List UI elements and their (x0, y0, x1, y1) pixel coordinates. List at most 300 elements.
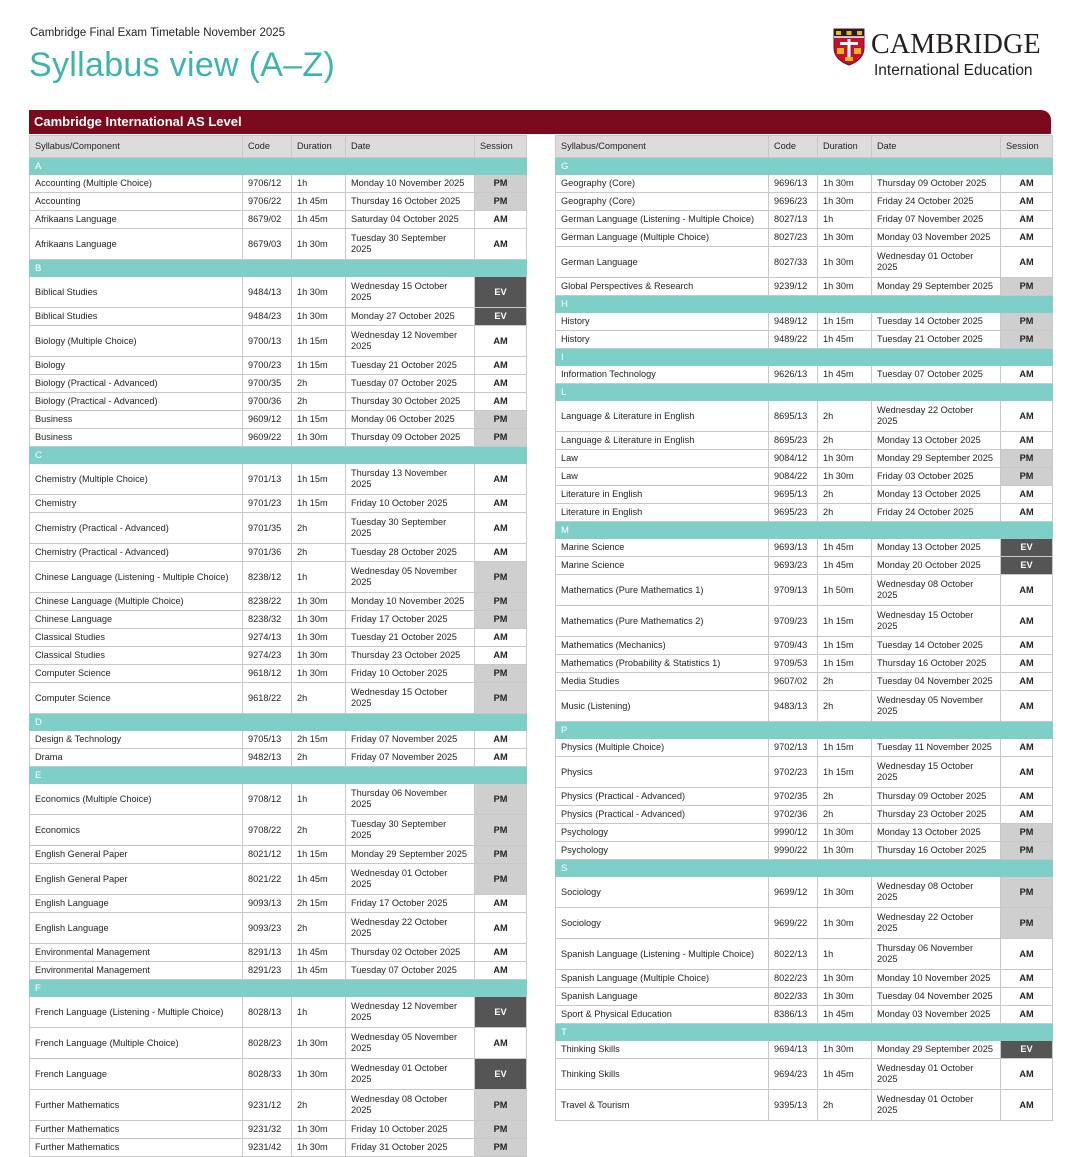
session-cell: AM (1001, 211, 1053, 229)
table-row (30, 277, 527, 308)
date-cell: Monday 06 October 2025 (346, 411, 475, 429)
session-cell: PM (475, 683, 527, 714)
session-cell: PM (475, 846, 527, 864)
duration-cell: 1h 30m (292, 647, 346, 665)
session-cell: AM (1001, 193, 1053, 211)
syllabus-cell: Chinese Language (30, 611, 243, 629)
syllabus-cell: Afrikaans Language (30, 211, 243, 229)
code-cell: 9484/23 (243, 308, 292, 326)
code-cell: 9702/13 (769, 739, 818, 757)
date-cell: Wednesday 22 October 2025 (872, 908, 1001, 939)
syllabus-cell: History (556, 313, 769, 331)
session-cell: AM (475, 326, 527, 357)
date-cell: Wednesday 01 October 2025 (872, 1090, 1001, 1121)
table-row (556, 842, 1053, 860)
code-cell: 8027/13 (769, 211, 818, 229)
session-cell: EV (1001, 1041, 1053, 1059)
session-cell: EV (475, 308, 527, 326)
syllabus-cell: Chemistry (Practical - Advanced) (30, 544, 243, 562)
table-row (30, 647, 527, 665)
section-letter-row (556, 384, 1053, 401)
duration-cell: 1h (818, 939, 872, 970)
code-cell: 9489/12 (769, 313, 818, 331)
session-cell: AM (475, 357, 527, 375)
duration-cell: 1h 45m (818, 1006, 872, 1024)
syllabus-cell: Environmental Management (30, 944, 243, 962)
date-cell: Thursday 23 October 2025 (872, 806, 1001, 824)
session-cell: PM (475, 593, 527, 611)
date-cell: Thursday 13 November 2025 (346, 464, 475, 495)
session-cell: AM (475, 647, 527, 665)
section-letter-row (556, 1024, 1053, 1041)
date-cell: Thursday 09 October 2025 (872, 788, 1001, 806)
table-row (556, 486, 1053, 504)
syllabus-cell: Geography (Core) (556, 175, 769, 193)
logo-sub-text: International Education (874, 62, 1033, 79)
syllabus-cell: Economics (30, 815, 243, 846)
session-cell: AM (1001, 366, 1053, 384)
date-cell: Monday 10 November 2025 (346, 175, 475, 193)
session-cell: AM (1001, 247, 1053, 278)
duration-cell: 2h (818, 432, 872, 450)
duration-cell: 1h 30m (292, 1139, 346, 1157)
session-cell: AM (1001, 637, 1053, 655)
session-cell: AM (1001, 486, 1053, 504)
table-row (30, 375, 527, 393)
syllabus-cell: History (556, 331, 769, 349)
date-cell: Wednesday 01 October 2025 (872, 1059, 1001, 1090)
date-cell: Monday 29 September 2025 (872, 1041, 1001, 1059)
date-cell: Tuesday 07 October 2025 (346, 962, 475, 980)
date-cell: Tuesday 04 November 2025 (872, 988, 1001, 1006)
code-cell: 9607/02 (769, 673, 818, 691)
session-cell: EV (475, 1059, 527, 1090)
code-cell: 8022/23 (769, 970, 818, 988)
section-letter-row (556, 296, 1053, 313)
cambridge-logo (833, 28, 1053, 84)
section-letter-row (556, 349, 1053, 366)
date-cell: Tuesday 21 October 2025 (872, 331, 1001, 349)
code-cell: 8291/13 (243, 944, 292, 962)
date-cell: Wednesday 15 October 2025 (346, 683, 475, 714)
date-cell: Wednesday 15 October 2025 (872, 606, 1001, 637)
duration-cell: 1h 45m (818, 539, 872, 557)
session-cell: AM (1001, 673, 1053, 691)
date-cell: Wednesday 12 November 2025 (346, 326, 475, 357)
code-cell: 8695/23 (769, 432, 818, 450)
session-cell: AM (1001, 970, 1053, 988)
duration-cell: 2h (292, 393, 346, 411)
code-cell: 9274/13 (243, 629, 292, 647)
session-cell: EV (1001, 557, 1053, 575)
duration-cell: 1h (292, 784, 346, 815)
table-row (30, 1090, 527, 1121)
date-cell: Monday 03 November 2025 (872, 1006, 1001, 1024)
code-cell: 8695/13 (769, 401, 818, 432)
date-cell: Friday 07 November 2025 (872, 211, 1001, 229)
session-cell: AM (1001, 504, 1053, 522)
syllabus-cell: Mathematics (Pure Mathematics 2) (556, 606, 769, 637)
duration-cell: 1h 30m (818, 278, 872, 296)
section-letter-row (556, 522, 1053, 539)
syllabus-cell: Mathematics (Mechanics) (556, 637, 769, 655)
timetable-right-body (556, 158, 1053, 1121)
syllabus-cell: German Language (556, 247, 769, 278)
table-row (30, 731, 527, 749)
table-row (556, 806, 1053, 824)
document-subtitle: Cambridge Final Exam Timetable November 2025 (30, 27, 286, 39)
syllabus-cell: Law (556, 468, 769, 486)
session-cell: PM (1001, 313, 1053, 331)
date-cell: Monday 10 November 2025 (346, 593, 475, 611)
duration-cell: 1h 30m (292, 229, 346, 260)
syllabus-cell: Business (30, 411, 243, 429)
session-cell: AM (1001, 739, 1053, 757)
syllabus-cell: Accounting (Multiple Choice) (30, 175, 243, 193)
table-row (30, 1139, 527, 1157)
syllabus-cell: Psychology (556, 824, 769, 842)
duration-cell: 2h (818, 788, 872, 806)
table-row (556, 877, 1053, 908)
table-row (30, 1028, 527, 1059)
code-cell: 9609/22 (243, 429, 292, 447)
duration-cell: 1h 45m (292, 193, 346, 211)
code-cell: 8028/13 (243, 997, 292, 1028)
cambridge-shield-icon (833, 28, 865, 66)
code-cell: 9489/22 (769, 331, 818, 349)
code-cell: 8238/22 (243, 593, 292, 611)
session-cell: AM (475, 229, 527, 260)
duration-cell: 1h 45m (818, 366, 872, 384)
duration-cell: 1h 30m (292, 277, 346, 308)
code-cell: 9708/22 (243, 815, 292, 846)
syllabus-cell: English General Paper (30, 846, 243, 864)
duration-cell: 1h 30m (292, 308, 346, 326)
code-cell: 8238/12 (243, 562, 292, 593)
section-letter-row (30, 447, 527, 464)
duration-cell: 2h (818, 504, 872, 522)
table-row (556, 788, 1053, 806)
date-cell: Monday 20 October 2025 (872, 557, 1001, 575)
code-cell: 9609/12 (243, 411, 292, 429)
code-cell: 8021/22 (243, 864, 292, 895)
syllabus-cell: Chinese Language (Multiple Choice) (30, 593, 243, 611)
session-cell: PM (475, 815, 527, 846)
session-cell: PM (475, 1139, 527, 1157)
syllabus-cell: Drama (30, 749, 243, 767)
session-cell: AM (1001, 1090, 1053, 1121)
code-cell: 9701/36 (243, 544, 292, 562)
syllabus-cell: German Language (Listening - Multiple Choice) (556, 211, 769, 229)
code-cell: 8291/23 (243, 962, 292, 980)
page-title: Syllabus view (A–Z) (29, 46, 336, 84)
table-row (30, 913, 527, 944)
code-cell: 8022/33 (769, 988, 818, 1006)
date-cell: Friday 17 October 2025 (346, 895, 475, 913)
code-cell: 8028/33 (243, 1059, 292, 1090)
duration-cell: 1h 30m (818, 229, 872, 247)
table-row (556, 193, 1053, 211)
duration-cell: 1h 30m (818, 175, 872, 193)
date-cell: Monday 13 October 2025 (872, 486, 1001, 504)
date-cell: Friday 10 October 2025 (346, 495, 475, 513)
syllabus-cell: Afrikaans Language (30, 229, 243, 260)
date-cell: Wednesday 05 November 2025 (872, 691, 1001, 722)
session-cell: PM (1001, 842, 1053, 860)
section-letter: B (30, 260, 527, 277)
timetable-right (555, 135, 1053, 1121)
code-cell: 9484/13 (243, 277, 292, 308)
session-cell: AM (1001, 1059, 1053, 1090)
code-cell: 9708/12 (243, 784, 292, 815)
syllabus-cell: Classical Studies (30, 647, 243, 665)
table-row (556, 1041, 1053, 1059)
duration-cell: 1h 30m (292, 429, 346, 447)
duration-cell: 1h 30m (292, 1059, 346, 1090)
syllabus-cell: Spanish Language (Listening - Multiple Choice) (556, 939, 769, 970)
date-cell: Friday 24 October 2025 (872, 504, 1001, 522)
code-cell: 9695/13 (769, 486, 818, 504)
duration-cell: 1h 30m (818, 970, 872, 988)
duration-cell: 2h (292, 544, 346, 562)
date-cell: Friday 10 October 2025 (346, 1121, 475, 1139)
code-cell: 9701/23 (243, 495, 292, 513)
date-cell: Friday 07 November 2025 (346, 749, 475, 767)
syllabus-cell: Information Technology (556, 366, 769, 384)
syllabus-cell: Chemistry (30, 495, 243, 513)
date-cell: Wednesday 01 October 2025 (346, 864, 475, 895)
syllabus-cell: Psychology (556, 842, 769, 860)
syllabus-cell: Further Mathematics (30, 1121, 243, 1139)
table-row (556, 366, 1053, 384)
session-cell: PM (475, 1121, 527, 1139)
table-row (30, 544, 527, 562)
code-cell: 9693/13 (769, 539, 818, 557)
syllabus-cell: Further Mathematics (30, 1139, 243, 1157)
table-row (30, 944, 527, 962)
table-row (556, 432, 1053, 450)
syllabus-cell: Music (Listening) (556, 691, 769, 722)
session-cell: AM (1001, 1006, 1053, 1024)
syllabus-cell: Computer Science (30, 665, 243, 683)
code-cell: 9702/36 (769, 806, 818, 824)
duration-cell: 1h 45m (818, 331, 872, 349)
session-cell: AM (1001, 788, 1053, 806)
date-cell: Thursday 16 October 2025 (872, 842, 1001, 860)
section-letter-row (556, 722, 1053, 739)
code-cell: 9700/36 (243, 393, 292, 411)
session-cell: AM (1001, 575, 1053, 606)
code-cell: 8021/12 (243, 846, 292, 864)
session-cell: AM (1001, 175, 1053, 193)
syllabus-cell: Physics (Practical - Advanced) (556, 788, 769, 806)
table-row (556, 450, 1053, 468)
syllabus-cell: English Language (30, 895, 243, 913)
session-cell: AM (475, 895, 527, 913)
session-cell: PM (475, 175, 527, 193)
section-letter: T (556, 1024, 1053, 1041)
syllabus-cell: Classical Studies (30, 629, 243, 647)
syllabus-cell: Literature in English (556, 504, 769, 522)
session-cell: AM (475, 495, 527, 513)
date-cell: Monday 29 September 2025 (872, 278, 1001, 296)
column-header-syllabus: Syllabus/Component (30, 136, 243, 158)
session-cell: AM (475, 731, 527, 749)
date-cell: Friday 03 October 2025 (872, 468, 1001, 486)
date-cell: Friday 31 October 2025 (346, 1139, 475, 1157)
syllabus-cell: Literature in English (556, 486, 769, 504)
duration-cell: 2h (818, 486, 872, 504)
duration-cell: 1h 15m (818, 757, 872, 788)
syllabus-cell: Thinking Skills (556, 1041, 769, 1059)
syllabus-cell: Biblical Studies (30, 277, 243, 308)
session-cell: PM (1001, 450, 1053, 468)
duration-cell: 1h 15m (292, 464, 346, 495)
table-row (556, 988, 1053, 1006)
code-cell: 9700/35 (243, 375, 292, 393)
code-cell: 9709/53 (769, 655, 818, 673)
date-cell: Friday 07 November 2025 (346, 731, 475, 749)
code-cell: 9705/13 (243, 731, 292, 749)
table-row (30, 864, 527, 895)
syllabus-cell: Chemistry (Multiple Choice) (30, 464, 243, 495)
session-cell: AM (1001, 401, 1053, 432)
date-cell: Wednesday 05 November 2025 (346, 562, 475, 593)
session-cell: PM (475, 429, 527, 447)
table-row (30, 815, 527, 846)
code-cell: 9990/22 (769, 842, 818, 860)
session-cell: EV (475, 997, 527, 1028)
section-letter: H (556, 296, 1053, 313)
logo-brand-text: CAMBRIDGE (871, 29, 1041, 60)
date-cell: Wednesday 12 November 2025 (346, 997, 475, 1028)
table-row (556, 1090, 1053, 1121)
table-row (556, 970, 1053, 988)
duration-cell: 1h 45m (818, 1059, 872, 1090)
duration-cell: 1h 30m (292, 1121, 346, 1139)
date-cell: Tuesday 21 October 2025 (346, 357, 475, 375)
syllabus-cell: Computer Science (30, 683, 243, 714)
duration-cell: 1h 30m (818, 468, 872, 486)
duration-cell: 1h 30m (292, 629, 346, 647)
table-row (556, 739, 1053, 757)
syllabus-cell: French Language (Multiple Choice) (30, 1028, 243, 1059)
date-cell: Monday 29 September 2025 (872, 450, 1001, 468)
session-cell: PM (1001, 468, 1053, 486)
code-cell: 9700/13 (243, 326, 292, 357)
date-cell: Thursday 02 October 2025 (346, 944, 475, 962)
duration-cell: 1h 15m (818, 739, 872, 757)
section-letter-row (30, 714, 527, 731)
session-cell: AM (475, 749, 527, 767)
duration-cell: 2h (818, 691, 872, 722)
session-cell: AM (475, 629, 527, 647)
duration-cell: 1h 15m (818, 637, 872, 655)
duration-cell: 1h 15m (292, 846, 346, 864)
code-cell: 9694/13 (769, 1041, 818, 1059)
code-cell: 9239/12 (769, 278, 818, 296)
section-letter-row (30, 767, 527, 784)
code-cell: 9706/22 (243, 193, 292, 211)
table-row (556, 247, 1053, 278)
table-row (556, 575, 1053, 606)
table-row (30, 1059, 527, 1090)
code-cell: 9626/13 (769, 366, 818, 384)
syllabus-cell: Thinking Skills (556, 1059, 769, 1090)
code-cell: 8028/23 (243, 1028, 292, 1059)
section-letter: M (556, 522, 1053, 539)
code-cell: 9990/12 (769, 824, 818, 842)
column-header-date: Date (346, 136, 475, 158)
table-row (556, 504, 1053, 522)
date-cell: Friday 17 October 2025 (346, 611, 475, 629)
table-row (30, 629, 527, 647)
duration-cell: 1h 15m (292, 326, 346, 357)
code-cell: 9696/13 (769, 175, 818, 193)
column-header-code: Code (243, 136, 292, 158)
table-row (556, 673, 1053, 691)
session-cell: AM (475, 375, 527, 393)
duration-cell: 2h (292, 815, 346, 846)
syllabus-cell: English Language (30, 913, 243, 944)
table-row (30, 495, 527, 513)
date-cell: Tuesday 30 September 2025 (346, 815, 475, 846)
code-cell: 9084/12 (769, 450, 818, 468)
syllabus-cell: Spanish Language (Multiple Choice) (556, 970, 769, 988)
syllabus-cell: Sociology (556, 908, 769, 939)
session-cell: AM (475, 1028, 527, 1059)
session-cell: PM (1001, 278, 1053, 296)
table-row (30, 846, 527, 864)
duration-cell: 1h (818, 211, 872, 229)
table-row (556, 1059, 1053, 1090)
table-row (30, 308, 527, 326)
date-cell: Wednesday 05 November 2025 (346, 1028, 475, 1059)
duration-cell: 1h 30m (818, 1041, 872, 1059)
session-cell: PM (1001, 824, 1053, 842)
session-cell: AM (1001, 939, 1053, 970)
code-cell: 9709/23 (769, 606, 818, 637)
date-cell: Saturday 04 October 2025 (346, 211, 475, 229)
duration-cell: 1h (292, 175, 346, 193)
syllabus-cell: Media Studies (556, 673, 769, 691)
table-row (30, 593, 527, 611)
date-cell: Wednesday 08 October 2025 (872, 877, 1001, 908)
duration-cell: 1h 50m (818, 575, 872, 606)
syllabus-cell: Geography (Core) (556, 193, 769, 211)
date-cell: Wednesday 01 October 2025 (872, 247, 1001, 278)
session-cell: PM (475, 784, 527, 815)
column-header-syllabus: Syllabus/Component (556, 136, 769, 158)
table-row (30, 211, 527, 229)
column-header-date: Date (872, 136, 1001, 158)
date-cell: Wednesday 22 October 2025 (346, 913, 475, 944)
session-cell: AM (1001, 606, 1053, 637)
syllabus-cell: French Language (Listening - Multiple Choice) (30, 997, 243, 1028)
syllabus-cell: Mathematics (Probability & Statistics 1) (556, 655, 769, 673)
date-cell: Wednesday 01 October 2025 (346, 1059, 475, 1090)
table-row (30, 326, 527, 357)
date-cell: Monday 10 November 2025 (872, 970, 1001, 988)
code-cell: 8679/02 (243, 211, 292, 229)
duration-cell: 1h 15m (292, 357, 346, 375)
session-cell: PM (475, 665, 527, 683)
syllabus-cell: Further Mathematics (30, 1090, 243, 1121)
date-cell: Wednesday 08 October 2025 (346, 1090, 475, 1121)
code-cell: 9702/35 (769, 788, 818, 806)
section-letter: P (556, 722, 1053, 739)
session-cell: AM (1001, 229, 1053, 247)
